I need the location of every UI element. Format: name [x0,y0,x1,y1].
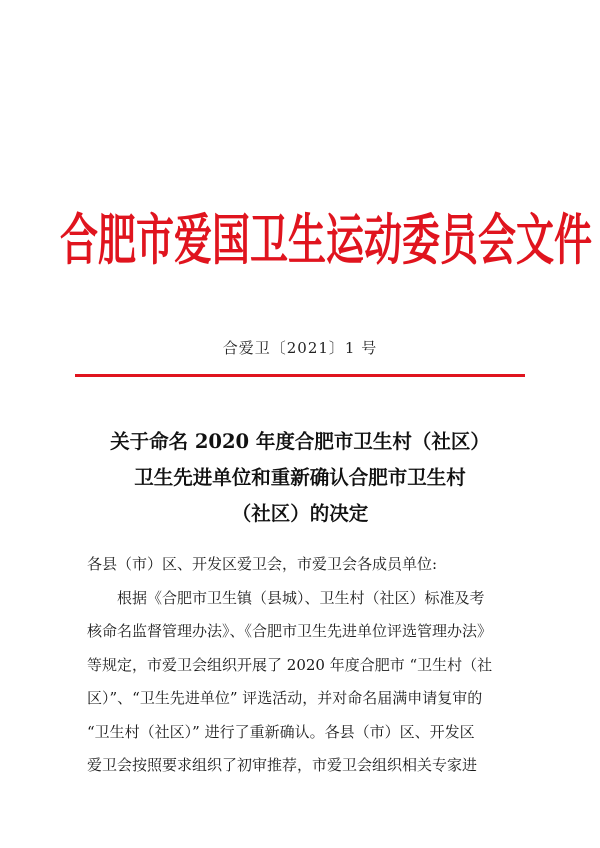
body-line-4: 区）”、“卫生先进单位” 评选活动，并对命名届满申请复审的 [87,689,483,707]
red-divider-line [75,374,525,377]
document-number: 合爱卫〔2021〕1 号 [222,339,378,357]
body-line-2: 核命名监督管理办法》、《合肥市卫生先进单位评选管理办法》 [87,622,493,640]
title-line-2: 卫生先进单位和重新确认合肥市卫生村 [134,466,466,489]
title-line-3: （社区）的决定 [231,502,369,525]
organization-header: 合肥市爱国卫生运动委员会文件 [60,208,593,272]
body-line-5: “卫生村（社区）” 进行了重新确认。各县（市）区、开发区 [87,722,475,741]
document-title [60,424,540,532]
body-text [87,548,527,783]
body-line-1: 根据《合肥市卫生镇（县城）、卫生村（社区）标准及考 [117,588,485,607]
salutation: 各县（市）区、开发区爱卫会，市爱卫会各成员单位: [87,555,438,573]
body-line-6: 爱卫会按照要求组织了初审推荐，市爱卫会组织相关专家进 [87,756,478,774]
title-line-1: 关于命名 2020 年度合肥市卫生村（社区） [110,430,490,453]
body-line-3: 等规定，市爱卫会组织开展了 2020 年度合肥市 “卫生村（社 [87,655,493,674]
